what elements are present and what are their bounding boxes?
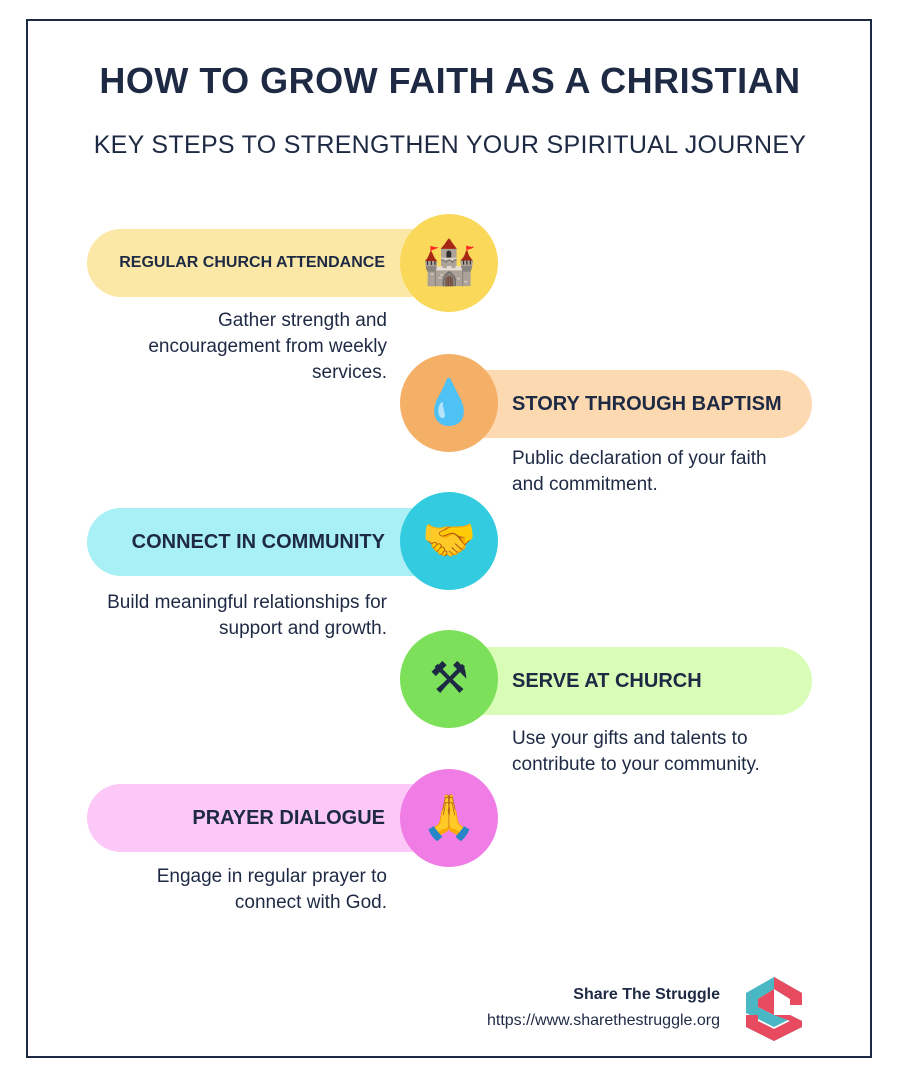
step-2-label: STORY THROUGH BAPTISM [512,392,782,415]
hammer-wrench-icon: ⚒ [400,630,498,728]
step-3-label: CONNECT IN COMMUNITY [131,530,385,553]
step-4-description: Use your gifts and talents to contribute to your community. [512,728,760,775]
step-2-pill [450,370,812,438]
castle-icon: 🏰 [400,214,498,312]
step-4-label: SERVE AT CHURCH [512,669,702,692]
page-subtitle: KEY STEPS TO STRENGTHEN YOUR SPIRITUAL JOURNEY [93,131,807,159]
page-title: HOW TO GROW FAITH AS A CHRISTIAN [99,60,801,101]
water-drop-icon: 💧 [400,354,498,452]
praying-hands-icon: 🙏 [400,769,498,867]
step-1-label: REGULAR CHURCH ATTENDANCE [119,254,385,271]
brand-url[interactable]: https://www.sharethestruggle.org [486,1012,720,1029]
step-4-pill [450,647,812,715]
step-1-description: Gather strength and encouragement from weekly services. [148,310,387,383]
step-2-description: Public declaration of your faith and commitment. [512,448,767,495]
step-3-description: Build meaningful relationships for support and growth. [107,592,387,639]
step-5-label: PRAYER DIALOGUE [192,806,385,829]
step-5-pill [87,784,447,852]
step-1-pill [87,229,447,297]
share-the-struggle-logo-icon [740,975,808,1043]
step-5-description: Engage in regular prayer to connect with God. [156,866,387,913]
step-3-pill [87,508,447,576]
handshake-icon: 🤝 [400,492,498,590]
brand-name: Share The Struggle [573,986,720,1003]
